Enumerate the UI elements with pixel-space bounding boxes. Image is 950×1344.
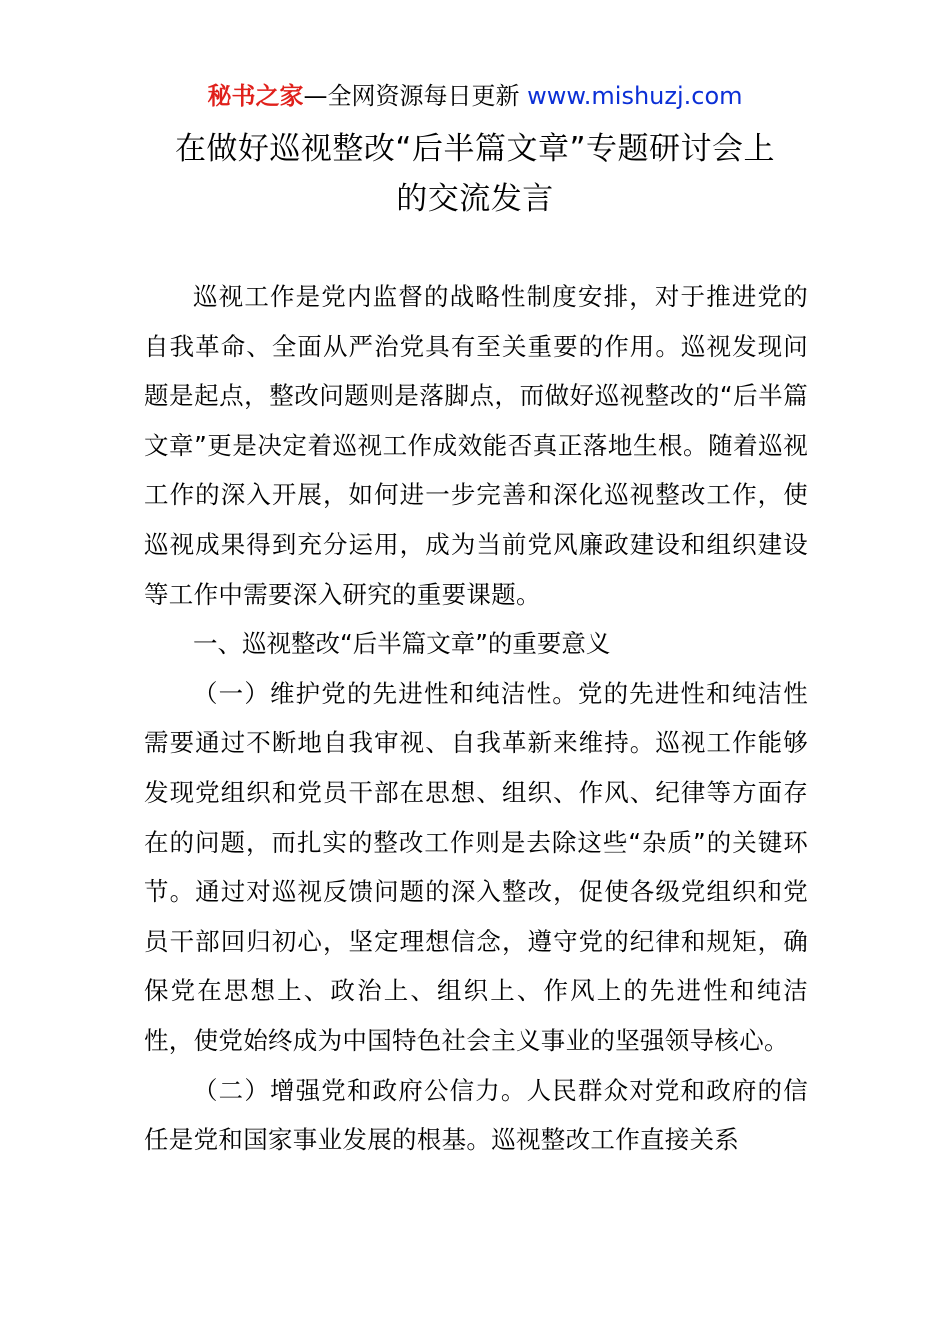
- document-body: [144, 272, 808, 1165]
- document-title-line-2: 的交流发言: [396, 181, 554, 217]
- site-header: [0, 78, 950, 114]
- site-brand: 秘书之家: [207, 82, 304, 110]
- site-url-link[interactable]: www.mishuzj.com: [527, 82, 743, 110]
- document-title: [0, 124, 950, 224]
- section-1-paragraph-2: （二）增强党和政府公信力。人民群众对党和政府的信任是党和国家事业发展的根基。巡视整改工作直接关系: [144, 1075, 808, 1155]
- site-tagline: —全网资源每日更新: [303, 82, 528, 110]
- intro-paragraph: 巡视工作是党内监督的战略性制度安排，对于推进党的自我革命、全面从严治党具有至关重要的作用。巡视发现问题是起点，整改问题则是落脚点，而做好巡视整改的“后半篇文章”更是决定着巡视工作成效能否真正落地生根。随着巡视工作的深入开展，如何进一步完善和深化巡视整改工作，使巡视成果得到充分运用，成为当前党风廉政建设和组织建设等工作中需要深入研究的重要课题。: [144, 282, 808, 609]
- document-title-line-1: 在做好巡视整改“后半篇文章”专题研讨会上: [174, 131, 776, 167]
- section-1-heading: 一、巡视整改“后半篇文章”的重要意义: [193, 629, 611, 659]
- section-1-paragraph-1: （一）维护党的先进性和纯洁性。党的先进性和纯洁性需要通过不断地自我审视、自我革新来维持。巡视工作能够发现党组织和党员干部在思想、组织、作风、纪律等方面存在的问题，而扎实的整改工作则是去除这些“杂质”的关键环节。通过对巡视反馈问题的深入整改，促使各级党组织和党员干部回归初心，坚定理想信念，遵守党的纪律和规矩，确保党在思想上、政治上、组织上、作风上的先进性和纯洁性，使党始终成为中国特色社会主义事业的坚强领导核心。: [144, 678, 808, 1055]
